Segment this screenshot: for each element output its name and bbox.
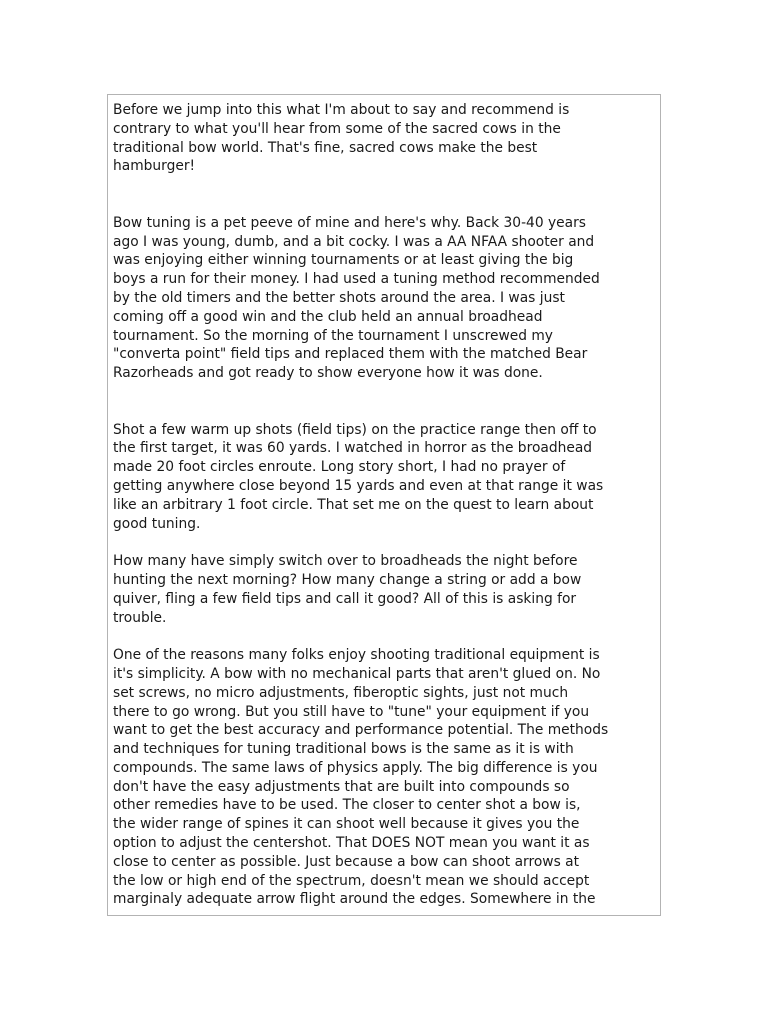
paragraph-intro: Before we jump into this what I'm about to say and recommend is contrary to what you'll hear from some of the sacred cows in the traditional bow world. That's fine, sacred cows make the best hamburger! — [113, 102, 570, 175]
paragraph-spacer — [113, 627, 651, 646]
paragraph-spacer — [113, 383, 651, 421]
paragraph-spacer — [113, 533, 651, 552]
article-body — [113, 101, 651, 909]
paragraph-broadhead-questions: How many have simply switch over to broadheads the night before hunting the next morning? How many change a string or add a bow quiver, fling a few field tips and call it good? All of this is asking for trouble. — [113, 553, 582, 626]
paragraph-warm-up-shots: Shot a few warm up shots (field tips) on the practice range then off to the first target, it was 60 yards. I watched in horror as the broadhead made 20 foot circles enroute. Long story short, I had no prayer of getting anywhere close beyond 15 yards and even at that range it was like an arbitrary 1 foot circle. That set me on the quest to learn about good tuning. — [113, 421, 604, 532]
paragraph-bow-tuning-story: Bow tuning is a pet peeve of mine and here's why. Back 30-40 years ago I was young, dumb, and a bit cocky. I was a AA NFAA shooter and was enjoying either winning tournaments or at least giving the big boys a run for their money. I had used a tuning method recommended by the old timers and the better shots around the area. I was just coming off a good win and the club held an annual broadhead tournament. So the morning of the tournament I unscrewed my "converta point" field tips and replaced them with the matched Bear Razorheads and got ready to show everyone how it was done. — [113, 214, 600, 382]
paragraph-spacer — [113, 176, 651, 214]
paragraph-traditional-equipment: One of the reasons many folks enjoy shooting traditional equipment is it's simplicity. A bow with no mechanical parts that aren't glued on. No set screws, no micro adjustments, fiberoptic sights, just not much there to go wrong. But you still have to "tune" your equipment if you want to get the best accuracy and performance potential. The methods and techniques for tuning traditional bows is the same as it is with compounds. The same laws of physics apply. The big difference is you don't have the easy adjustments that are built into compounds so other remedies have to be used. The closer to center shot a bow is, the wider range of spines it can shoot well because it gives you the option to adjust the centershot. That DOES NOT mean you want it as close to center as possible. Just because a bow can shoot arrows at the low or high end of the spectrum, doesn't mean we should accept marginaly adequate arrow flight around the edges. Somewhere in the — [113, 647, 609, 908]
document-page — [107, 94, 661, 916]
